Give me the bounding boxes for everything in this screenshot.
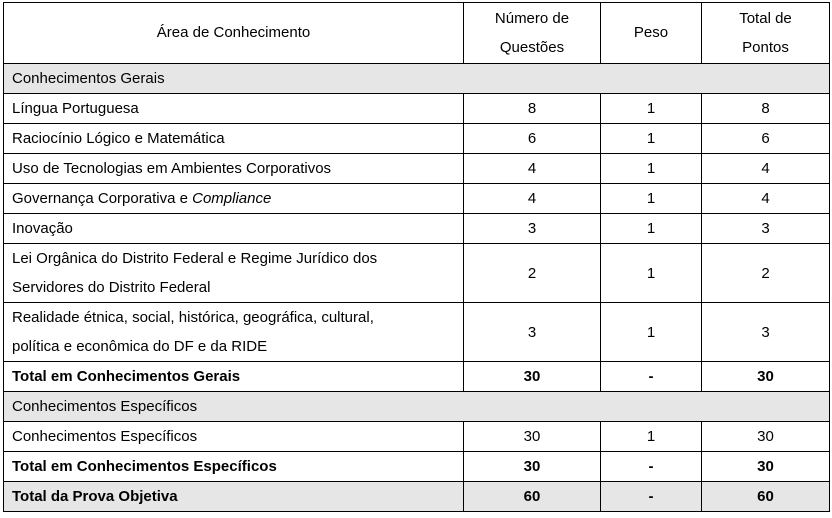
section-especificos bbox=[4, 392, 830, 422]
header-peso: Peso bbox=[601, 3, 702, 64]
total-pontos: 30 bbox=[702, 452, 830, 482]
section-gerais bbox=[4, 64, 830, 94]
section-title: Conhecimentos Específicos bbox=[4, 392, 830, 422]
grand-total-questoes: 60 bbox=[464, 482, 601, 512]
row-questoes: 8 bbox=[464, 94, 601, 124]
total-pontos: 30 bbox=[702, 362, 830, 392]
row-area bbox=[4, 184, 464, 214]
table-row bbox=[4, 124, 830, 154]
row-questoes: 2 bbox=[464, 244, 601, 303]
row-questoes: 4 bbox=[464, 184, 601, 214]
row-area: Língua Portuguesa bbox=[4, 94, 464, 124]
row-total: 3 bbox=[702, 303, 830, 362]
row-area: Lei Orgânica do Distrito Federal e Regime Jurídico dos Servidores do Distrito Federal bbox=[4, 244, 464, 303]
row-area: Conhecimentos Específicos bbox=[4, 422, 464, 452]
scoring-table bbox=[3, 2, 830, 512]
total-questoes: 30 bbox=[464, 452, 601, 482]
row-area: Raciocínio Lógico e Matemática bbox=[4, 124, 464, 154]
row-area-prefix: Governança Corporativa e bbox=[12, 190, 193, 207]
row-questoes: 30 bbox=[464, 422, 601, 452]
row-area-italic: Compliance bbox=[192, 190, 272, 207]
header-area: Área de Conhecimento bbox=[4, 3, 464, 64]
section-title: Conhecimentos Gerais bbox=[4, 64, 830, 94]
row-total: 8 bbox=[702, 94, 830, 124]
total-peso: - bbox=[601, 362, 702, 392]
row-total: 6 bbox=[702, 124, 830, 154]
header-total: Total de Pontos bbox=[702, 3, 830, 64]
table-row bbox=[4, 184, 830, 214]
row-total: 3 bbox=[702, 214, 830, 244]
row-questoes: 4 bbox=[464, 154, 601, 184]
row-area: Inovação bbox=[4, 214, 464, 244]
table-row bbox=[4, 154, 830, 184]
row-peso: 1 bbox=[601, 154, 702, 184]
row-peso: 1 bbox=[601, 214, 702, 244]
total-label: Total em Conhecimentos Gerais bbox=[4, 362, 464, 392]
grand-total-peso: - bbox=[601, 482, 702, 512]
row-peso: 1 bbox=[601, 184, 702, 214]
row-total: 2 bbox=[702, 244, 830, 303]
grand-total-label: Total da Prova Objetiva bbox=[4, 482, 464, 512]
header-questoes: Número de Questões bbox=[464, 3, 601, 64]
grand-total-pontos: 60 bbox=[702, 482, 830, 512]
table-row bbox=[4, 422, 830, 452]
row-total: 4 bbox=[702, 154, 830, 184]
table-row bbox=[4, 303, 830, 362]
row-questoes: 6 bbox=[464, 124, 601, 154]
total-peso: - bbox=[601, 452, 702, 482]
grand-total-row bbox=[4, 482, 830, 512]
total-row-gerais bbox=[4, 362, 830, 392]
row-peso: 1 bbox=[601, 124, 702, 154]
row-peso: 1 bbox=[601, 422, 702, 452]
table-row bbox=[4, 244, 830, 303]
row-total: 4 bbox=[702, 184, 830, 214]
row-peso: 1 bbox=[601, 244, 702, 303]
total-questoes: 30 bbox=[464, 362, 601, 392]
row-area: Uso de Tecnologias em Ambientes Corporativos bbox=[4, 154, 464, 184]
total-label: Total em Conhecimentos Específicos bbox=[4, 452, 464, 482]
row-peso: 1 bbox=[601, 94, 702, 124]
row-area: Realidade étnica, social, histórica, geográfica, cultural, política e econômica do DF e da RIDE bbox=[4, 303, 464, 362]
total-row-especificos bbox=[4, 452, 830, 482]
row-peso: 1 bbox=[601, 303, 702, 362]
row-questoes: 3 bbox=[464, 214, 601, 244]
row-questoes: 3 bbox=[464, 303, 601, 362]
table-row bbox=[4, 214, 830, 244]
table-row bbox=[4, 94, 830, 124]
row-total: 30 bbox=[702, 422, 830, 452]
header-row bbox=[4, 3, 830, 64]
